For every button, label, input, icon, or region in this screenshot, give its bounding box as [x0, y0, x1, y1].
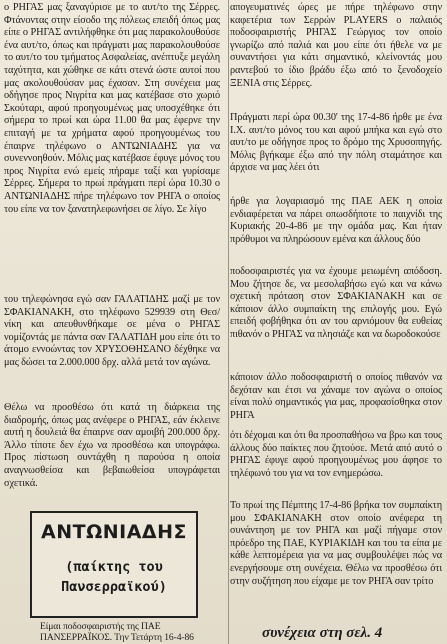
right-paragraph-4: ποδοσφαιριστές για να έχουμε μειωμένη απόδοση. Μου ζήτησε δε, να μεσολαβήσω εγώ και να κάνω σχετική πρόταση στον ΣΦΑΚΙΑΝΑΚΗ και σε κάποιον άλλο συμπαίκτη της επιλογής μου. Εγώ επειδή φοβήθηκα ότι αν του αρνιόμουν θα ευθείας πιθανόν ο ΡΗΓΑΣ να πλησιάζε και να δωροδοκούσε — [230, 266, 442, 340]
box-subtitle — [32, 557, 196, 597]
left-paragraph-1: ο ΡΗΓΑΣ μας ξαναγύρισε με το αυτ/το της Σέρρες. Φτάνοντας στην είσοδο της πόλεως επειδή όπως μας είπε ο ΡΗΓΑΣ αντιλήφθηκε ότι μας παρακολουθούσε ένα αυτ/το, όπως και πράγματι μας παρακολουθούσε το αυτ/το του τμήματος Ασφαλείας, ανέπτυξε μεγάλη ταχύτητα, και χώθηκε σε κάτι στενά ώστε αυτοί που μας ακολουθούσαν μας έχασαν. Στη συνέχεια μας οδήγησε προς Νιγρίτα και μας κατέβασε στο χωριό Σκούταρι, αφού προηγουμένως μας υποσχέθηκε ότι σήμερα το πρωί και ώρα 11.00 θα μας έφερνε την επιταγή με τα χρήματα αφού προηγουμένως του έπαιρνε τηλέφωνο ο ΑΝΤΩΝΙΑΔΗΣ για να συνεννοηθούν. Μόλις μας κατέβασε έφυγε μόνος του προς Νιγρίτα ενώ εμείς πήραμε ταξί και γυρίσαμε Σέρρες. Σήμερα το πρωί πράγματι περί ώρα 10.30 ο ΑΝΤΩΝΙΑΔΗΣ πήρε τηλέφωνο τον ΡΗΓΑ ο οποίος του είπε να τον ξανατηλεφωνήσει σε λίγο. Σε λίγο — [4, 2, 221, 215]
right-paragraph-6: ότι δέχομαι και ότι θα προσπαθήσω να βρω και τους άλλους δύο παίκτες που ζητούσε. Μετά από αυτό ο ΡΗΓΑΣ έφυγε αφού προηγουμένως μου άφησε το τηλέφωνό του για να τον ενημερώσω. — [230, 430, 442, 479]
left-paragraph-2: του τηλεφώνησα εγώ σαν ΓΑΛΑΤΙΔΗΣ μαζί με τον ΣΦΑΚΙΑΝΑΚΗ, στο τηλέφωνο 529939 στη Θεσ/νίκη και απευθυνθήκαμε σε μένα ο ΡΗΓΑΣ νομίζοντάς με πάντα σαν ΓΑΛΑΤΙΔΗ μου είπε ότι το άτομο εννοώντας τον ΧΡΥΣΟΘΗΣΑΝΟ δέχθηκε να μας δώσει τα 2.000.000 δρχ. αλλά μετά τον αγώνα. — [4, 294, 220, 368]
box-title: ΑΝΤΩΝΙΑΔΗΣ — [41, 521, 187, 543]
box-subtitle-line-2: Πανσερραϊκού) — [61, 579, 167, 595]
left-paragraph-3: Θέλω να προσθέσω ότι κατά τη διάρκεια της διαδρομής, όπως μας ανέφερε ο ΡΗΓΑΣ, εάν έκλεινε αυτή η δουλειά θα έπαιρνε σαν αμοιβή 200.000 δρχ. Άλλο τίποτε δεν έχω να προσθέσω και υπογράφω. Προς πίστωση συντάχθη η παρούσα η οποία αναγνωσθείσα και βεβαιωθείσα υπογράφεται σχετικά. — [4, 402, 220, 489]
right-paragraph-2: Πράγματι περί ώρα 00.30' της 17-4-86 ήρθε με ένα Ι.Χ. αυτ/το μόνος του και αφού μπήκα και εγώ στο αυτ/το με οδήγησε προς το δρόμο της Χρυσοπηγής. Μόλις βγήκαμε έξω από την πόλη σταμάτησε και άρχισε να μας λέει ότι — [230, 112, 442, 174]
left-footer-text: Είμαι ποδοσφαιριστής της ΠΑΕ ΠΑΝΣΕΡΡΑΪΚΟΣ. Την Τετάρτη 16-4-86 — [40, 621, 194, 643]
box-subtitle-line-1: (παίκτης του — [65, 559, 163, 575]
right-paragraph-3: ήρθε για λογαριασμό της ΠΑΕ ΑΕΚ η οποία ενδιαφέρεται να πάρει οπωσδήποτε το παιχνίδι της Κυριακής 20-4-86 με την ομάδα μας. Και ήταν πρόθυμοι να πληρώσουν εμένα και άλλους δύο — [230, 196, 442, 245]
right-paragraph-5: κάποιον άλλο ποδοσφαιριστή ο οποίος πιθανόν να δεχόταν και έτσι να χάναμε τον αγώνα ο οποίος είναι πολύ σημαντικός για μας, προφασίσθηκα στον ΡΗΓΑ — [230, 372, 442, 421]
continuation-note: συνέχεια στη σελ. 4 — [262, 625, 383, 641]
right-paragraph-1: απογευματινές ώρες με πήρε τηλέφωνο στην καφετέρια των Σερρών PLAYERS ο παλαιός ποδοσφαιριστής ΡΗΓΑΣ Γεώργιος τον οποίο γνωρίζω από παλιά και μου είπε ότι ήθελε να με συναντήσει για κάτι σημαντικό, κλείνοντάς μου ραντεβού το ίδιο βράδυ έξω από το ξενοδοχείο ΞΕΝΙΑ στις Σέρρες. — [230, 2, 442, 89]
column-divider — [228, 0, 229, 644]
name-box — [30, 511, 198, 618]
right-paragraph-7: Το πρωί της Πέμπτης 17-4-86 βρήκα τον συμπαίκτη μου ΣΦΑΚΙΑΝΑΚΗ στον οποίο ανέφερα τη συνάντηση με τον ΡΗΓΑ και μαζί πήγαμε στον πρόεδρο της ΠΑΕ, ΚΥΡΙΑΚΙΔΗ και του τα είπα με κάθε λεπτομέρεια για να μας συμβουλέψει πώς να ενεργήσουμε στη συνέχεια. Θέλω να προσθέσω ότι στην συζήτηση που είχαμε με τον ΡΗΓΑ σαν τρίτο — [230, 500, 442, 587]
